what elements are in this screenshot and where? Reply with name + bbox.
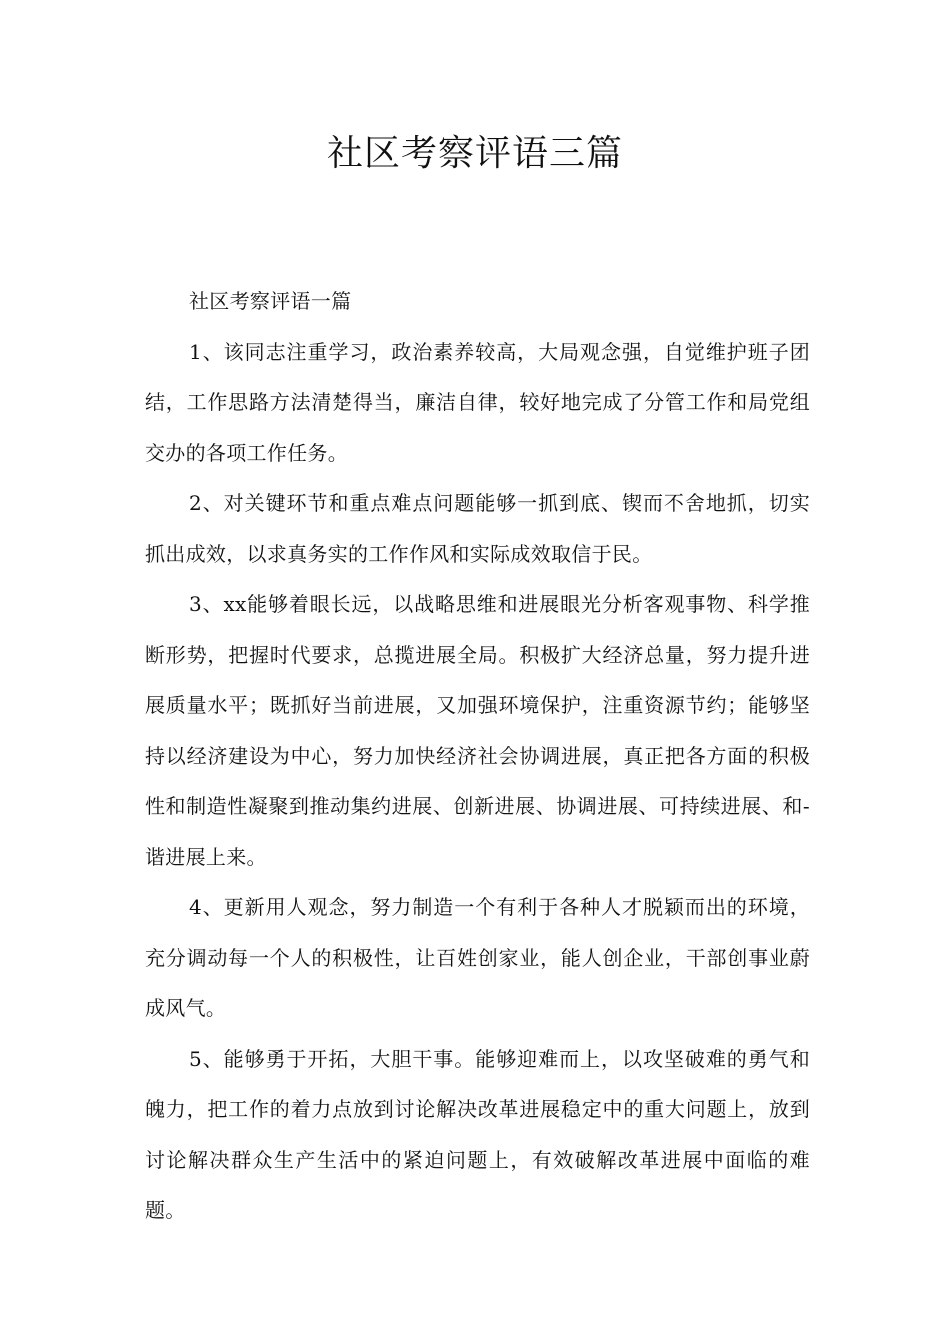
document-body [145, 276, 810, 1236]
paragraph-4: 4、更新用人观念，努力制造一个有利于各种人才脱颖而出的环境，充分调动每一个人的积极性，让百姓创家业，能人创企业，干部创事业蔚成风气。 [145, 895, 810, 1020]
paragraph-5: 5、能够勇于开拓，大胆干事。能够迎难而上，以攻坚破难的勇气和魄力，把工作的着力点放到讨论解决改革进展稳定中的重大问题上，放到讨论解决群众生产生活中的紧迫问题上，有效破解改革进展中面临的难题。 [145, 1046, 810, 1222]
section-heading: 社区考察评语一篇 [189, 289, 352, 313]
document-title: 社区考察评语三篇 [326, 133, 623, 174]
paragraph-3: 3、xx能够着眼长远，以战略思维和进展眼光分析客观事物、科学推断形势，把握时代要求，总揽进展全局。积极扩大经济总量，努力提升进展质量水平；既抓好当前进展，又加强环境保护，注重资源节约；能够坚持以经济建设为中心，努力加快经济社会协调进展，真正把各方面的积极性和制造性凝聚到推动集约进展、创新进展、协调进展、可持续进展、和-谐进展上来。 [145, 592, 810, 869]
paragraph-2: 2、对关键环节和重点难点问题能够一抓到底、锲而不舍地抓，切实抓出成效，以求真务实的工作作风和实际成效取信于民。 [145, 491, 810, 566]
paragraph-1: 1、该同志注重学习，政治素养较高，大局观念强，自觉维护班子团结，工作思路方法清楚得当，廉洁自律，较好地完成了分管工作和局党组交办的各项工作任务。 [145, 339, 810, 465]
